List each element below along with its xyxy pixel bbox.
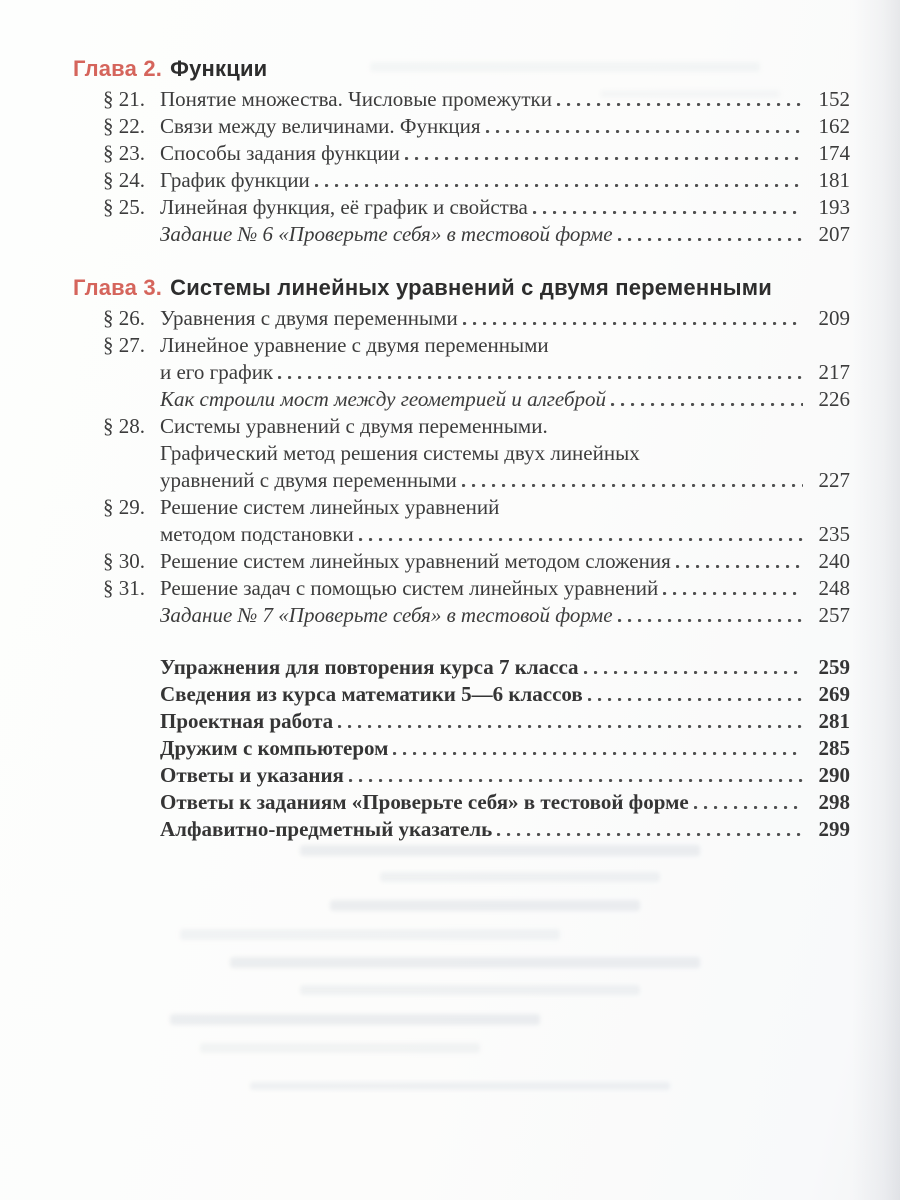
toc-entry xyxy=(103,789,850,816)
page-number: 248 xyxy=(818,576,850,600)
paragraph-label: § 27. xyxy=(103,333,145,357)
toc-entry-list xyxy=(73,305,850,629)
toc-entry xyxy=(103,440,850,467)
entry-title: Системы уравнений с двумя переменными. xyxy=(160,414,548,438)
entry-title: Проектная работа xyxy=(160,709,334,733)
bleed-through-artifact xyxy=(170,1014,540,1025)
entry-title: Как строили мост между геометрией и алгеброй xyxy=(160,387,607,411)
table-of-contents xyxy=(73,54,850,843)
dot-leader xyxy=(584,671,803,674)
toc-entry xyxy=(103,167,850,194)
chapter-heading xyxy=(73,54,850,83)
page-edge-shadow xyxy=(852,0,900,1200)
bleed-through-artifact xyxy=(230,957,700,968)
entry-title: Линейная функция, её график и свойства xyxy=(160,195,528,219)
entry-title: Понятие множества. Числовые промежутки xyxy=(160,87,552,111)
entry-title: уравнений с двумя переменными xyxy=(160,468,457,492)
page-number: 259 xyxy=(818,655,850,679)
toc-entry xyxy=(103,413,850,440)
toc-entry xyxy=(103,521,850,548)
bleed-through-artifact xyxy=(300,845,700,856)
dot-leader xyxy=(611,403,803,406)
dot-leader xyxy=(278,376,803,379)
paragraph-label: § 29. xyxy=(103,495,145,519)
paragraph-label: § 28. xyxy=(103,414,145,438)
page-number: 209 xyxy=(818,306,850,330)
dot-leader xyxy=(359,538,803,541)
page-number: 174 xyxy=(818,141,850,165)
paragraph-label: § 25. xyxy=(103,195,145,219)
chapter-heading xyxy=(73,273,850,302)
page-number: 207 xyxy=(818,222,850,246)
dot-leader xyxy=(676,565,803,568)
toc-entry xyxy=(103,681,850,708)
page-number: 226 xyxy=(818,387,850,411)
entry-title: Сведения из курса математики 5—6 классов xyxy=(160,682,583,706)
dot-leader xyxy=(618,619,803,622)
page-number: 240 xyxy=(818,549,850,573)
entry-title: Ответы и указания xyxy=(160,763,344,787)
paragraph-label: § 21. xyxy=(103,87,145,111)
toc-entry xyxy=(103,708,850,735)
page-number: 235 xyxy=(818,522,850,546)
paragraph-label: § 31. xyxy=(103,576,145,600)
page-number: 290 xyxy=(818,763,850,787)
chapter-title: Системы линейных уравнений с двумя переменными xyxy=(170,275,772,300)
bleed-through-artifact xyxy=(300,985,640,995)
entry-title: Задание № 7 «Проверьте себя» в тестовой форме xyxy=(160,603,613,627)
entry-title: Линейное уравнение с двумя переменными xyxy=(160,333,549,357)
toc-entry xyxy=(103,305,850,332)
toc-entry xyxy=(103,386,850,413)
chapter-number: Глава 2. xyxy=(73,56,163,81)
entry-title: Решение систем линейных уравнений методом сложения xyxy=(160,549,671,573)
toc-entry xyxy=(103,602,850,629)
entry-title: Упражнения для повторения курса 7 класса xyxy=(160,655,579,679)
entry-title: Решение задач с помощью систем линейных уравнений xyxy=(160,576,659,600)
toc-entry xyxy=(103,221,850,248)
entry-title: Алфавитно-предметный указатель xyxy=(160,817,493,841)
toc-entry xyxy=(103,735,850,762)
paragraph-label: § 30. xyxy=(103,549,145,573)
entry-title: Решение систем линейных уравнений xyxy=(160,495,500,519)
bleed-through-artifact xyxy=(180,929,560,940)
chapter-title: Функции xyxy=(170,56,268,81)
toc-entry xyxy=(103,548,850,575)
dot-leader xyxy=(393,752,803,755)
dot-leader xyxy=(533,211,803,214)
page-number: 257 xyxy=(818,603,850,627)
page-number: 162 xyxy=(818,114,850,138)
dot-leader xyxy=(497,833,803,836)
bleed-through-artifact xyxy=(330,900,640,911)
page-number: 281 xyxy=(818,709,850,733)
entry-title: Связи между величинами. Функция xyxy=(160,114,481,138)
entry-title: Уравнения с двумя переменными xyxy=(160,306,458,330)
dot-leader xyxy=(462,484,803,487)
toc-entry xyxy=(103,494,850,521)
page-number: 299 xyxy=(818,817,850,841)
entry-title: и его график xyxy=(160,360,274,384)
toc-entry xyxy=(103,194,850,221)
dot-leader xyxy=(405,157,803,160)
toc-entry xyxy=(103,86,850,113)
toc-entry xyxy=(103,359,850,386)
toc-entry xyxy=(103,467,850,494)
chapter-number: Глава 3. xyxy=(73,275,163,300)
paragraph-label: § 22. xyxy=(103,114,145,138)
dot-leader xyxy=(486,130,803,133)
toc-entry-list xyxy=(73,654,850,843)
toc-entry xyxy=(103,575,850,602)
entry-title: Графический метод решения системы двух линейных xyxy=(160,441,640,465)
dot-leader xyxy=(694,806,803,809)
toc-entry xyxy=(103,762,850,789)
page-number: 217 xyxy=(818,360,850,384)
dot-leader xyxy=(315,184,803,187)
toc-section xyxy=(73,273,850,629)
toc-entry xyxy=(103,113,850,140)
dot-leader xyxy=(338,725,803,728)
entry-title: Задание № 6 «Проверьте себя» в тестовой форме xyxy=(160,222,613,246)
bleed-through-artifact xyxy=(380,872,660,882)
toc-entry xyxy=(103,140,850,167)
dot-leader xyxy=(618,238,803,241)
entry-title: График функции xyxy=(160,168,310,192)
toc-entry-list xyxy=(73,86,850,248)
entry-title: методом подстановки xyxy=(160,522,354,546)
dot-leader xyxy=(663,592,803,595)
page-number: 269 xyxy=(818,682,850,706)
page-number: 181 xyxy=(818,168,850,192)
toc-entry xyxy=(103,816,850,843)
bleed-through-artifact xyxy=(250,1082,670,1090)
paragraph-label: § 24. xyxy=(103,168,145,192)
bleed-through-artifact xyxy=(200,1043,480,1053)
entry-title: Ответы к заданиям «Проверьте себя» в тестовой форме xyxy=(160,790,689,814)
page-number: 227 xyxy=(818,468,850,492)
page-number: 193 xyxy=(818,195,850,219)
toc-section xyxy=(73,654,850,843)
dot-leader xyxy=(557,103,803,106)
toc-section xyxy=(73,54,850,248)
page-number: 285 xyxy=(818,736,850,760)
dot-leader xyxy=(463,322,803,325)
entry-title: Способы задания функции xyxy=(160,141,400,165)
toc-entry xyxy=(103,654,850,681)
paragraph-label: § 23. xyxy=(103,141,145,165)
dot-leader xyxy=(588,698,803,701)
paragraph-label: § 26. xyxy=(103,306,145,330)
entry-title: Дружим с компьютером xyxy=(160,736,389,760)
page-number: 152 xyxy=(818,87,850,111)
toc-entry xyxy=(103,332,850,359)
dot-leader xyxy=(349,779,803,782)
page-number: 298 xyxy=(818,790,850,814)
